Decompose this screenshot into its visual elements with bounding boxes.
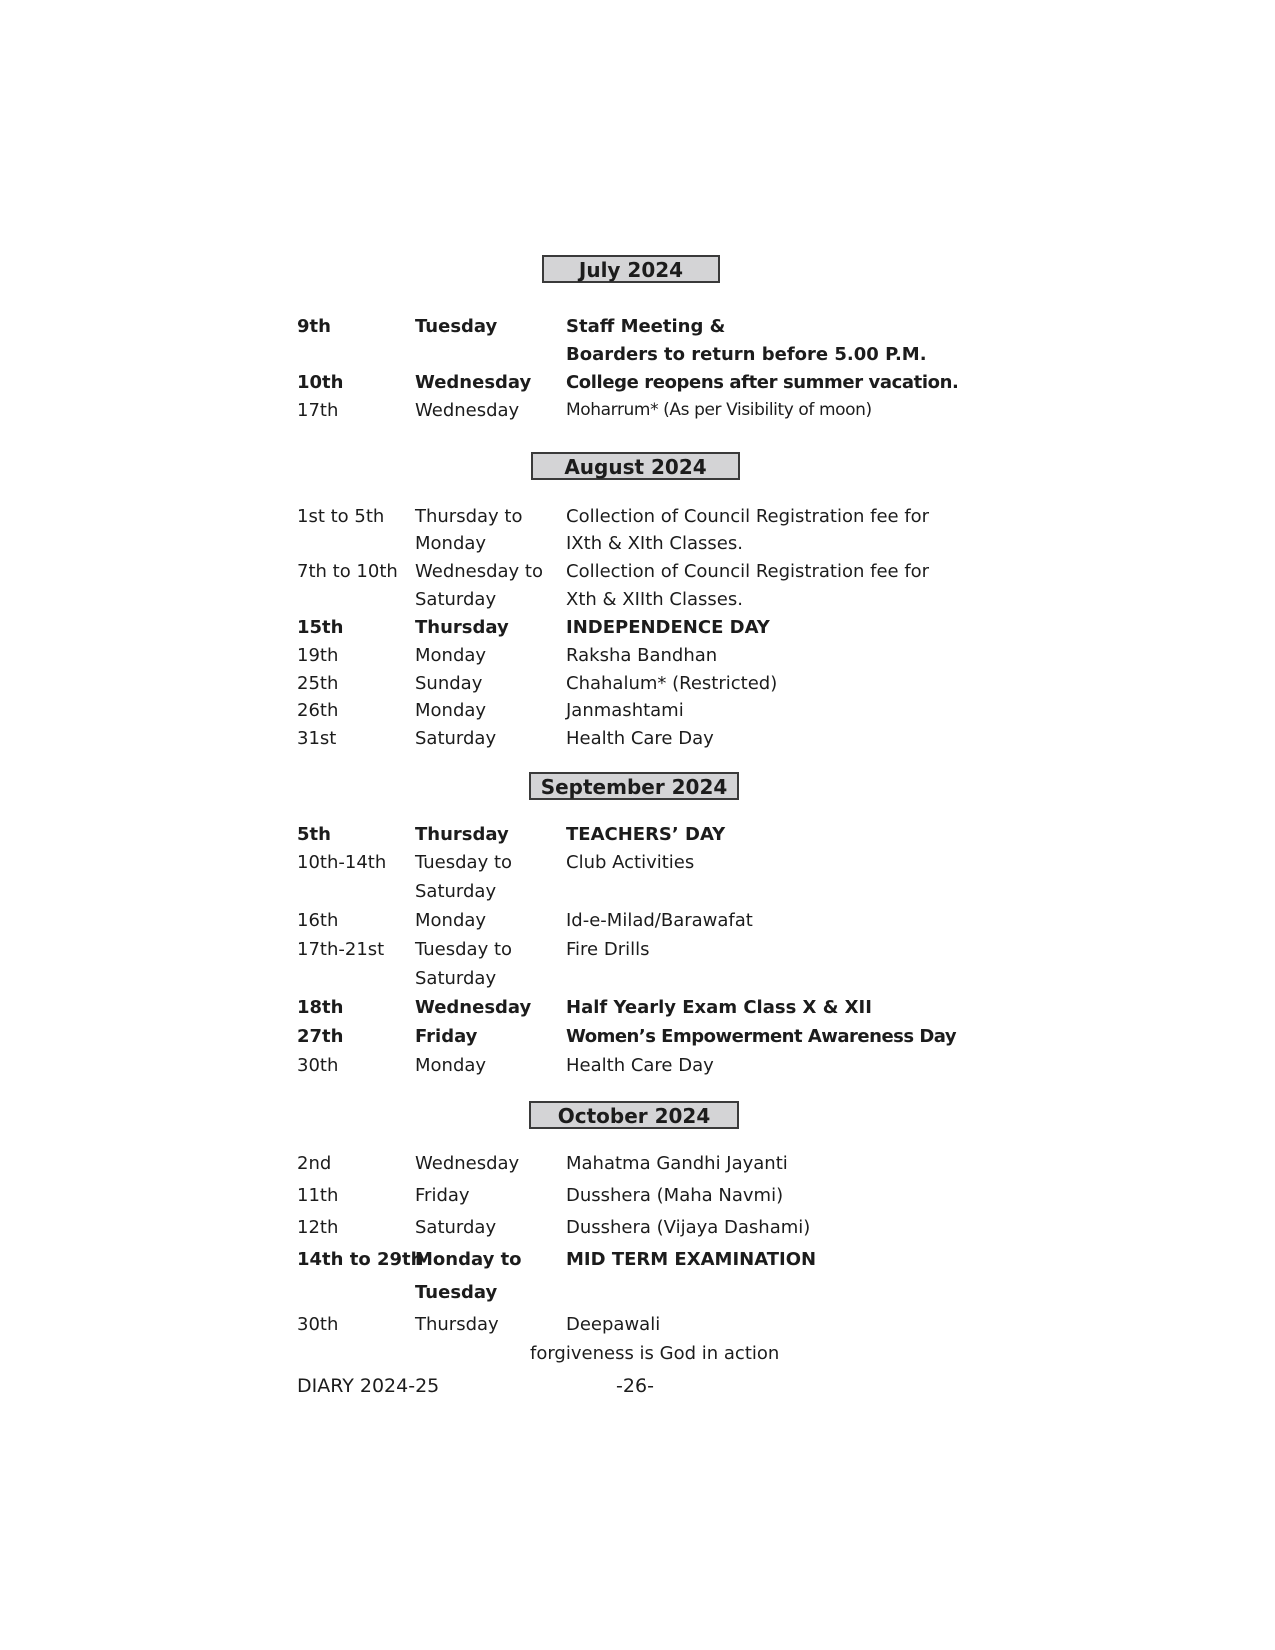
event-day: Thursday xyxy=(415,617,509,638)
event-day: Tuesday xyxy=(415,316,498,337)
event-description: Moharrum* (As per Visibility of moon) xyxy=(566,400,872,420)
event-day: Thursday xyxy=(415,1314,499,1335)
event-date: 9th xyxy=(297,316,331,337)
event-day: Tuesday to xyxy=(415,939,513,960)
event-description: Fire Drills xyxy=(566,939,650,960)
event-date: 17th-21st xyxy=(297,939,385,960)
event-day: Monday xyxy=(415,1055,487,1076)
event-day-cont: Saturday xyxy=(415,968,497,989)
event-day: Thursday xyxy=(415,824,509,845)
event-date: 30th xyxy=(297,1055,339,1076)
event-date: 7th to 10th xyxy=(297,561,398,582)
event-date: 14th to 29th xyxy=(297,1249,424,1270)
page-number: -26- xyxy=(616,1375,654,1397)
event-date: 1st to 5th xyxy=(297,506,385,527)
event-date: 16th xyxy=(297,910,339,931)
event-day-cont: Saturday xyxy=(415,881,497,902)
event-day: Monday to xyxy=(415,1249,522,1270)
event-date: 26th xyxy=(297,700,339,721)
event-description: Health Care Day xyxy=(566,1055,714,1076)
event-description: Dusshera (Maha Navmi) xyxy=(566,1185,784,1206)
event-description: Half Yearly Exam Class X & XII xyxy=(566,997,872,1018)
footer-diary-label: DIARY 2024-25 xyxy=(297,1375,440,1397)
event-date: 19th xyxy=(297,645,339,666)
event-description: College reopens after summer vacation. xyxy=(566,372,959,393)
event-date: 5th xyxy=(297,824,331,845)
event-day: Tuesday to xyxy=(415,852,513,873)
event-date: 31st xyxy=(297,728,337,749)
event-day: Saturday xyxy=(415,728,497,749)
event-date: 12th xyxy=(297,1217,339,1238)
event-description: Chahalum* (Restricted) xyxy=(566,673,778,694)
event-day: Monday xyxy=(415,910,487,931)
event-day: Wednesday xyxy=(415,372,532,393)
event-description: Collection of Council Registration fee for xyxy=(566,506,930,527)
event-description: Mahatma Gandhi Jayanti xyxy=(566,1153,788,1174)
event-description: TEACHERS’ DAY xyxy=(566,824,726,845)
event-day: Wednesday xyxy=(415,400,520,421)
event-date: 2nd xyxy=(297,1153,332,1174)
event-date: 15th xyxy=(297,617,344,638)
event-date: 30th xyxy=(297,1314,339,1335)
event-description: Id-e-Milad/Barawafat xyxy=(566,910,753,931)
month-heading-august: August 2024 xyxy=(531,452,740,480)
quote-text: forgiveness is God in action xyxy=(530,1343,780,1364)
event-day: Friday xyxy=(415,1026,478,1047)
event-description: INDEPENDENCE DAY xyxy=(566,617,770,638)
event-description: Staff Meeting & xyxy=(566,316,726,337)
event-date: 18th xyxy=(297,997,344,1018)
event-day: Friday xyxy=(415,1185,470,1206)
event-description: Deepawali xyxy=(566,1314,661,1335)
event-description: Women’s Empowerment Awareness Day xyxy=(566,1026,957,1047)
event-description: Health Care Day xyxy=(566,728,714,749)
event-description-cont: Boarders to return before 5.00 P.M. xyxy=(566,344,927,365)
event-description: Club Activities xyxy=(566,852,695,873)
event-date: 10th xyxy=(297,372,344,393)
event-date: 11th xyxy=(297,1185,339,1206)
event-description: Raksha Bandhan xyxy=(566,645,718,666)
event-date: 10th-14th xyxy=(297,852,387,873)
month-heading-july: July 2024 xyxy=(542,255,720,283)
event-day: Sunday xyxy=(415,673,483,694)
event-day: Wednesday to xyxy=(415,561,544,582)
month-heading-october: October 2024 xyxy=(529,1101,739,1129)
event-description: Collection of Council Registration fee for xyxy=(566,561,930,582)
event-description-cont: Xth & XIIth Classes. xyxy=(566,589,743,610)
event-date: 25th xyxy=(297,673,339,694)
event-date: 17th xyxy=(297,400,339,421)
event-day: Saturday xyxy=(415,1217,497,1238)
event-day: Thursday to xyxy=(415,506,523,527)
event-description: Janmashtami xyxy=(566,700,684,721)
event-description: Dusshera (Vijaya Dashami) xyxy=(566,1217,811,1238)
event-day-cont: Tuesday xyxy=(415,1282,498,1303)
event-day-cont: Monday xyxy=(415,533,487,554)
event-day-cont: Saturday xyxy=(415,589,497,610)
event-day: Monday xyxy=(415,645,487,666)
event-day: Wednesday xyxy=(415,997,532,1018)
event-date: 27th xyxy=(297,1026,344,1047)
event-day: Wednesday xyxy=(415,1153,520,1174)
event-description-cont: IXth & XIth Classes. xyxy=(566,533,743,554)
event-description: MID TERM EXAMINATION xyxy=(566,1249,817,1270)
month-heading-september: September 2024 xyxy=(529,772,739,800)
event-day: Monday xyxy=(415,700,487,721)
